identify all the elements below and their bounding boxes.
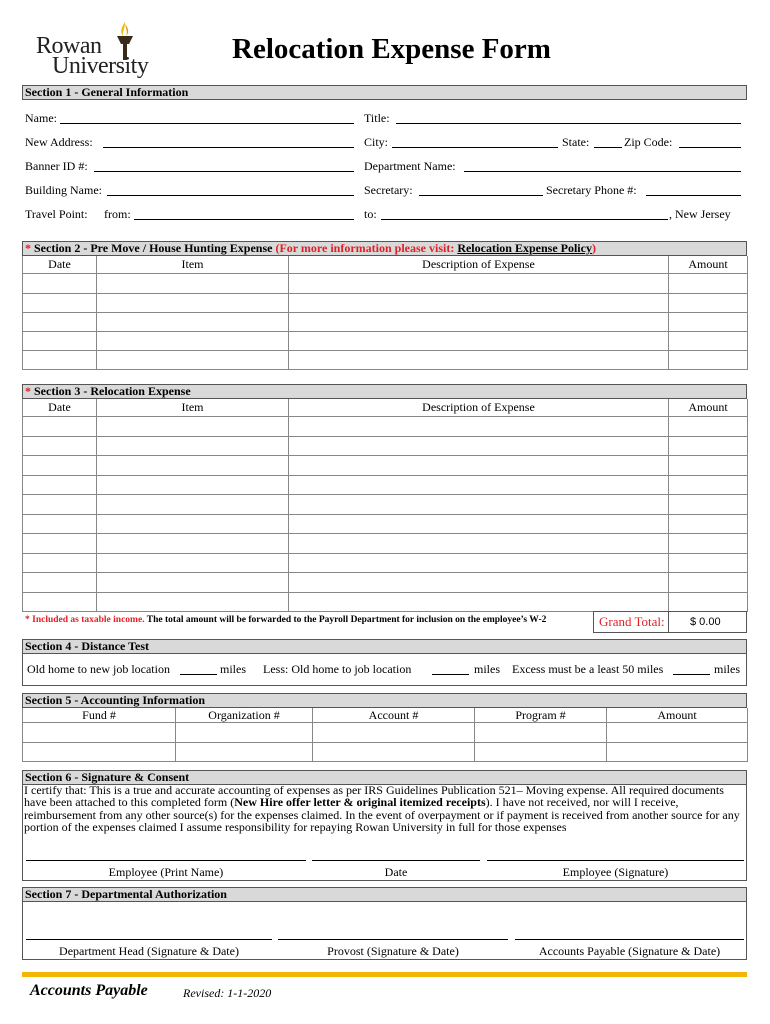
consent-text-part2: ). I have not received, nor will I receive, reimbursement from any other source(s) for the expenses claimed. In the event of overpayment or if payment is received from another source for any portion of the expenses claimed I assume responsibility for repaying Rowan University in full for those expenses <box>24 795 740 835</box>
table-row[interactable] <box>23 437 748 456</box>
title-label: Title: <box>364 111 390 125</box>
table-row[interactable] <box>23 417 748 437</box>
section2-info-suffix: ) <box>591 241 596 255</box>
table-row[interactable] <box>23 294 748 313</box>
section3-expense-table <box>22 399 748 612</box>
section7-heading: Section 7 - Departmental Authorization <box>22 887 747 902</box>
table-header-row <box>23 399 748 417</box>
table-row[interactable] <box>23 456 748 476</box>
column-header-organization: Organization # <box>176 708 313 723</box>
footer-revised-date: Revised: 1-1-2020 <box>183 986 272 1000</box>
table-row[interactable] <box>23 534 748 554</box>
consent-text-part1: I certify that: This is a true and accurate accounting of expenses as per IRS Guidelines Publication 521– Moving expense. All required documents have been attached to this completed form ( <box>24 783 724 810</box>
new-address-label: New Address: <box>25 135 93 149</box>
taxable-asterisk: * <box>25 384 31 398</box>
column-header-program: Program # <box>475 708 607 723</box>
column-header-fund: Fund # <box>23 708 176 723</box>
banner-id-label: Banner ID #: <box>25 159 88 173</box>
table-row[interactable] <box>23 332 748 351</box>
table-row[interactable] <box>23 593 748 612</box>
consent-text-bold: New Hire offer letter & original itemized receipts <box>234 795 486 810</box>
section2-heading <box>22 241 747 256</box>
city-label: City: <box>364 135 389 149</box>
secretary-label: Secretary: <box>364 183 413 197</box>
from-label: from: <box>104 207 131 221</box>
logo-text-rowan: Rowan <box>36 33 102 59</box>
column-header-amount: Amount <box>607 708 748 723</box>
section2-title: Section 2 - Pre Move / House Hunting Expense <box>34 241 273 255</box>
table-row[interactable] <box>23 476 748 495</box>
payroll-note: The total amount will be forwarded to the Payroll Department for inclusion on the employee’s W-2 <box>146 615 547 625</box>
table-row[interactable] <box>23 573 748 593</box>
banner-id-field[interactable] <box>94 171 354 172</box>
column-header-date: Date <box>23 256 97 274</box>
table-header-row <box>23 256 748 274</box>
taxable-note-red: * Included as taxable income. <box>25 615 145 625</box>
old-home-job-miles-field[interactable] <box>432 674 469 675</box>
state-label: State: <box>562 135 590 149</box>
table-row[interactable] <box>23 723 748 743</box>
accounts-payable-label: Accounts Payable (Signature & Date) <box>538 944 721 958</box>
travel-from-field[interactable] <box>134 219 354 220</box>
column-header-item: Item <box>97 399 289 417</box>
zip-field[interactable] <box>679 147 741 148</box>
miles-label: miles <box>474 662 500 676</box>
zip-label: Zip Code: <box>624 135 673 149</box>
page-title: Relocation Expense Form <box>232 33 551 65</box>
section2-expense-table <box>22 256 748 370</box>
new-address-field[interactable] <box>103 147 354 148</box>
column-header-amount: Amount <box>669 256 748 274</box>
relocation-policy-link[interactable]: Relocation Expense Policy <box>457 241 592 255</box>
department-head-signature-field[interactable] <box>26 939 272 940</box>
table-row[interactable] <box>23 743 748 762</box>
less-old-home-label: Less: Old home to job location <box>263 662 412 676</box>
secretary-phone-field[interactable] <box>646 195 741 196</box>
column-header-description: Description of Expense <box>289 399 669 417</box>
department-name-label: Department Name: <box>364 159 456 173</box>
grand-total-box <box>593 611 747 633</box>
miles-label: miles <box>220 662 246 676</box>
employee-print-name-field[interactable] <box>26 860 306 861</box>
taxable-asterisk: * <box>25 241 31 255</box>
title-field[interactable] <box>396 123 741 124</box>
travel-point-label: Travel Point: <box>25 207 88 221</box>
consent-text <box>24 784 746 834</box>
section5-heading: Section 5 - Accounting Information <box>22 693 747 708</box>
employee-date-field[interactable] <box>312 860 480 861</box>
accounting-table <box>22 708 748 762</box>
section1-heading: Section 1 - General Information <box>22 85 747 100</box>
section2-info-prefix: (For more information please visit: <box>275 241 455 255</box>
table-row[interactable] <box>23 515 748 534</box>
secretary-field[interactable] <box>419 195 543 196</box>
employee-print-name-label: Employee (Print Name) <box>108 865 224 879</box>
building-name-field[interactable] <box>107 195 354 196</box>
section4-heading: Section 4 - Distance Test <box>22 639 747 654</box>
footer-department: Accounts Payable <box>30 982 148 999</box>
department-head-label: Department Head (Signature & Date) <box>59 944 239 958</box>
accounts-payable-signature-field[interactable] <box>515 939 744 940</box>
table-row[interactable] <box>23 554 748 573</box>
provost-label: Provost (Signature & Date) <box>327 944 459 958</box>
table-row[interactable] <box>23 351 748 370</box>
university-logo <box>36 20 156 80</box>
employee-signature-label: Employee (Signature) <box>562 865 669 879</box>
excess-miles-field[interactable] <box>673 674 710 675</box>
section6-heading: Section 6 - Signature & Consent <box>22 770 747 785</box>
employee-date-label: Date <box>384 865 408 879</box>
old-home-new-job-label: Old home to new job location <box>27 662 170 676</box>
table-header-row <box>23 708 748 723</box>
provost-signature-field[interactable] <box>278 939 508 940</box>
column-header-description: Description of Expense <box>289 256 669 274</box>
table-row[interactable] <box>23 313 748 332</box>
grand-total-label: Grand Total: <box>599 614 665 629</box>
old-home-new-job-miles-field[interactable] <box>180 674 217 675</box>
section3-title: Section 3 - Relocation Expense <box>34 384 191 398</box>
table-row[interactable] <box>23 274 748 294</box>
footer-rule <box>22 972 747 977</box>
to-label: to: <box>364 207 377 221</box>
name-label: Name: <box>25 111 57 125</box>
miles-label: miles <box>714 662 740 676</box>
column-header-account: Account # <box>313 708 475 723</box>
employee-signature-field[interactable] <box>487 860 744 861</box>
state-field[interactable] <box>594 147 622 148</box>
column-header-item: Item <box>97 256 289 274</box>
travel-to-field[interactable] <box>381 219 668 220</box>
department-name-field[interactable] <box>464 171 741 172</box>
grand-total-value: $ 0.00 <box>690 616 721 628</box>
column-header-amount: Amount <box>669 399 748 417</box>
building-name-label: Building Name: <box>25 183 102 197</box>
taxable-income-note <box>25 615 546 625</box>
column-header-date: Date <box>23 399 97 417</box>
section3-heading <box>22 384 747 399</box>
secretary-phone-label: Secretary Phone #: <box>546 183 637 197</box>
table-row[interactable] <box>23 495 748 515</box>
city-field[interactable] <box>392 147 558 148</box>
name-field[interactable] <box>60 123 354 124</box>
logo-text-university: University <box>52 53 149 79</box>
new-jersey-label: , New Jersey <box>669 207 731 221</box>
excess-label: Excess must be a least 50 miles <box>512 662 664 676</box>
